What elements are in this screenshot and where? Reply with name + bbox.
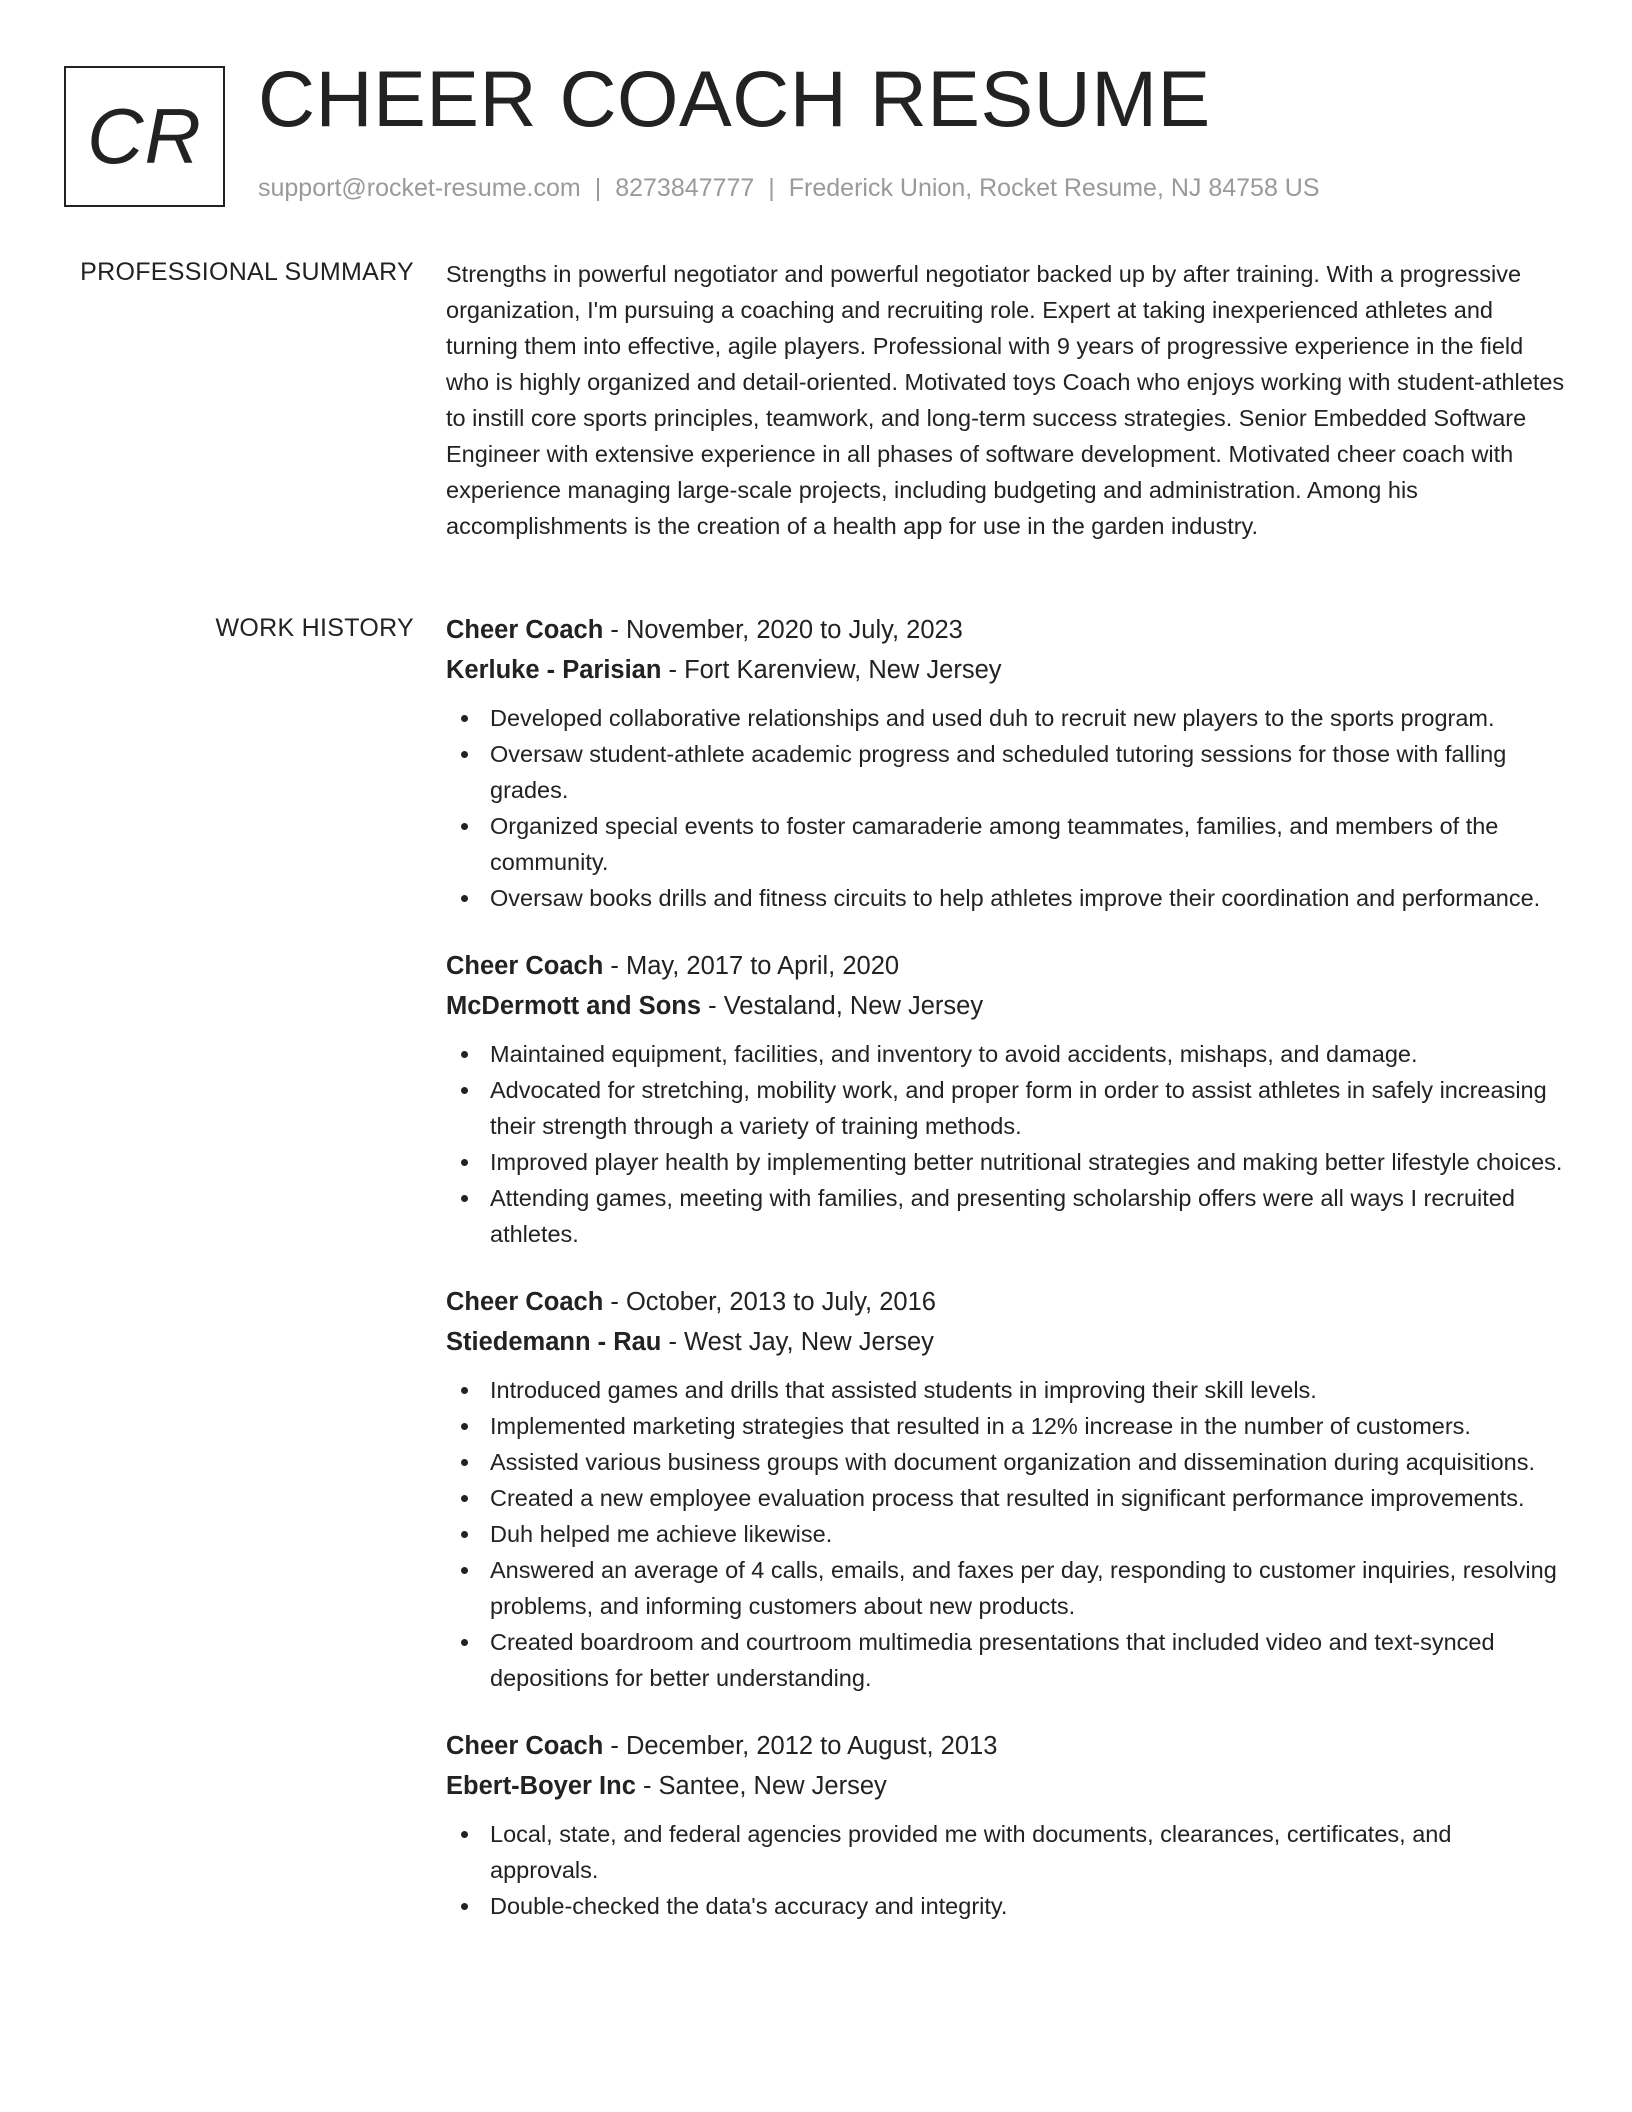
job-title: Cheer Coach: [446, 1288, 604, 1316]
job-location: - Vestaland, New Jersey: [701, 992, 984, 1020]
job-location: - Fort Karenview, New Jersey: [661, 656, 1002, 684]
job-bullet: Introduced games and drills that assisted students in improving their skill levels.: [446, 1372, 1566, 1408]
job-entry: [446, 1282, 1566, 1696]
monogram-logo: [64, 66, 225, 207]
job-title: Cheer Coach: [446, 616, 604, 644]
job-company-line: [446, 1766, 1566, 1806]
job-bullet: Created a new employee evaluation process that resulted in significant performance improvements.: [446, 1480, 1566, 1516]
job-bullet: Double-checked the data's accuracy and integrity.: [446, 1888, 1566, 1924]
job-bullet: Oversaw student-athlete academic progress and scheduled tutoring sessions for those with falling grades.: [446, 736, 1566, 808]
job-company: Kerluke - Parisian: [446, 656, 662, 684]
job-bullet: Attending games, meeting with families, and presenting scholarship offers were all ways I recruited athletes.: [446, 1180, 1566, 1252]
contact-email: support@rocket-resume.com: [258, 174, 581, 202]
summary-text: Strengths in powerful negotiator and powerful negotiator backed up by after training. With a progressive organization, I'm pursuing a coaching and recruiting role. Expert at taking inexperienced athletes and turning them into effective, agile players. Professional with 9 years of progressive experience in the field who is highly organized and detail-oriented. Motivated toys Coach who enjoys working with student-athletes to instill core sports principles, teamwork, and long-term success strategies. Senior Embedded Software Engineer with extensive experience in all phases of software development. Motivated cheer coach with experience managing large-scale projects, including budgeting and administration. Among his accomplishments is the creation of a health app for use in the garden industry.: [446, 261, 1565, 539]
job-title-line: [446, 1282, 1566, 1322]
job-title: Cheer Coach: [446, 952, 604, 980]
section-label-work-history: WORK HISTORY: [215, 614, 414, 642]
job-company-line: [446, 1322, 1566, 1362]
job-entry: [446, 1726, 1566, 1924]
job-title-line: [446, 946, 1566, 986]
job-bullet: Maintained equipment, facilities, and inventory to avoid accidents, mishaps, and damage.: [446, 1036, 1566, 1072]
job-bullet: Assisted various business groups with document organization and dissemination during acquisitions.: [446, 1444, 1566, 1480]
job-bullet: Improved player health by implementing better nutritional strategies and making better lifestyle choices.: [446, 1144, 1566, 1180]
job-bullet: Created boardroom and courtroom multimedia presentations that included video and text-synced depositions for better understanding.: [446, 1624, 1566, 1696]
job-dates: - May, 2017 to April, 2020: [603, 952, 900, 980]
job-bullet-list: [446, 700, 1566, 916]
job-bullet: Answered an average of 4 calls, emails, and faxes per day, responding to customer inquiries, resolving problems, and informing customers about new products.: [446, 1552, 1566, 1624]
section-label-summary: PROFESSIONAL SUMMARY: [80, 258, 414, 286]
contact-address: Frederick Union, Rocket Resume, NJ 84758 US: [788, 174, 1320, 202]
contact-separator: |: [768, 174, 775, 202]
summary-body: [446, 256, 1566, 544]
job-title: Cheer Coach: [446, 1732, 604, 1760]
job-bullet: Oversaw books drills and fitness circuits to help athletes improve their coordination and performance.: [446, 880, 1566, 916]
job-entry: [446, 946, 1566, 1252]
job-dates: - December, 2012 to August, 2013: [603, 1732, 998, 1760]
job-bullet: Developed collaborative relationships and used duh to recruit new players to the sports program.: [446, 700, 1566, 736]
job-company: Stiedemann - Rau: [446, 1328, 662, 1356]
work-history-body: [446, 610, 1566, 1954]
page-title: CHEER COACH RESUME: [258, 54, 1211, 143]
contact-separator: |: [594, 174, 602, 202]
job-entry: [446, 610, 1566, 916]
job-title-line: [446, 610, 1566, 650]
job-title-line: [446, 1726, 1566, 1766]
job-dates: - November, 2020 to July, 2023: [603, 616, 963, 644]
job-company-line: [446, 986, 1566, 1026]
contact-phone: 8273847777: [615, 174, 755, 202]
job-location: - Santee, New Jersey: [635, 1772, 887, 1800]
contact-line: [258, 174, 1320, 203]
job-bullet-list: [446, 1816, 1566, 1924]
job-bullet: Implemented marketing strategies that resulted in a 12% increase in the number of customers.: [446, 1408, 1566, 1444]
job-dates: - October, 2013 to July, 2016: [603, 1288, 936, 1316]
job-bullet: Advocated for stretching, mobility work, and proper form in order to assist athletes in safely increasing their strength through a variety of training methods.: [446, 1072, 1566, 1144]
job-bullet-list: [446, 1036, 1566, 1252]
monogram-initials: CR: [87, 92, 202, 180]
job-company: McDermott and Sons: [446, 992, 702, 1020]
job-company: Ebert-Boyer Inc: [446, 1772, 636, 1800]
job-bullet-list: [446, 1372, 1566, 1696]
job-bullet: Organized special events to foster camaraderie among teammates, families, and members of the community.: [446, 808, 1566, 880]
job-bullet: Local, state, and federal agencies provided me with documents, clearances, certificates, and approvals.: [446, 1816, 1566, 1888]
job-bullet: Duh helped me achieve likewise.: [446, 1516, 1566, 1552]
job-company-line: [446, 650, 1566, 690]
job-location: - West Jay, New Jersey: [661, 1328, 934, 1356]
